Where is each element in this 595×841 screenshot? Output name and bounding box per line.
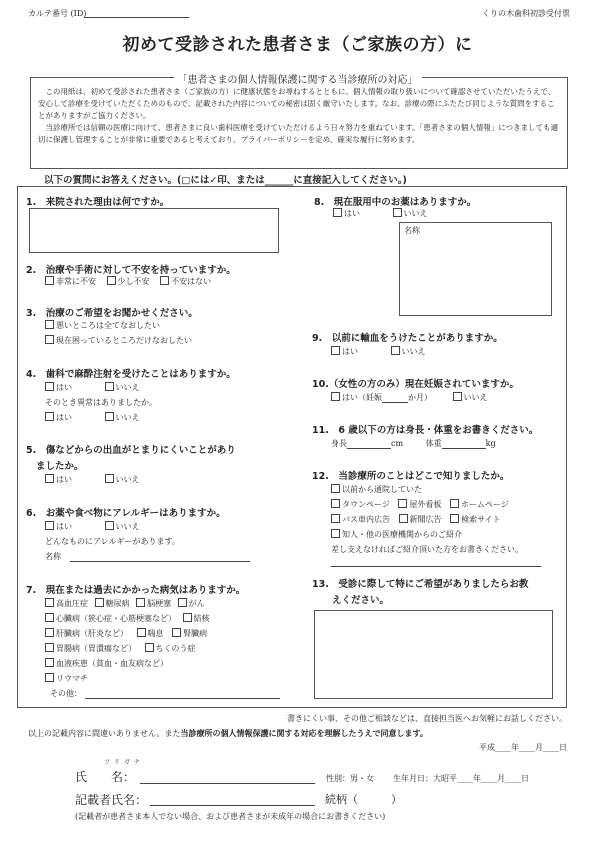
option-label: はい [56,383,72,392]
chart-number-field[interactable] [84,17,189,18]
option-label: がん [188,599,205,608]
q12-option-referral[interactable] [331,529,462,540]
q4-option-yes[interactable] [45,383,72,392]
option-label: いいえ [463,393,488,402]
checkbox[interactable] [398,499,407,508]
q11-weight-label: 体重 [425,439,442,448]
checkbox[interactable] [45,412,54,421]
q7-other-field[interactable] [85,698,280,699]
q8-option-yes[interactable] [333,209,360,218]
option-label: リウマチ [56,674,88,683]
option-label: 胃腸病（胃潰瘍など） [56,644,136,653]
checkbox[interactable] [331,529,340,538]
q6-name-field[interactable] [70,561,250,562]
sex-field[interactable]: 性別：男・女 [326,774,374,783]
option-label: 喘息 [147,629,164,638]
patient-name-field[interactable] [140,783,315,784]
checkbox[interactable] [331,484,340,493]
option-label: 脳梗塞 [147,599,172,608]
confirmation-text [28,728,428,739]
option-label: バス車内広告 [342,515,390,524]
option-label: 非常に不安 [56,277,96,286]
option-label: 高血圧症 [56,599,88,608]
q2-option-very-anxious[interactable] [45,277,96,286]
q7-option-asthma[interactable] [137,629,164,638]
q4-sub-question: そのとき異常はありましたか。 [45,398,157,407]
policy-text [38,86,560,146]
checkbox[interactable] [178,598,187,607]
writer-name-label: 記載者氏名： [75,793,148,807]
option-label: 新聞広告 [409,515,442,524]
checkbox[interactable] [333,208,342,217]
checkbox[interactable] [105,382,114,391]
q12-option-newspaper[interactable] [399,515,442,524]
q8-name-label: 名称 [404,226,420,235]
q11-cm-unit: cm [391,439,404,448]
q1-title: 1. 来院された理由は何ですか。 [26,197,170,208]
q4-sub-option-no[interactable] [105,413,140,422]
q6-options [45,521,140,532]
q7-option-rheumatism[interactable] [45,673,88,684]
q2-option-little-anxious[interactable] [107,277,150,286]
q6-title: 6. お薬や食べ物にアレルギーはありますか。 [26,508,226,519]
q8-option-no[interactable] [393,209,428,218]
checkbox[interactable] [45,382,54,391]
option-label: いいえ [115,383,140,392]
q6-option-no[interactable] [105,522,140,531]
q2-options [45,276,211,287]
checkbox[interactable] [393,208,402,217]
q7-option-hypertension[interactable] [45,599,88,608]
checkbox[interactable] [331,514,340,523]
checkbox[interactable] [331,346,340,355]
option-label: はい [56,522,72,531]
q5-option-yes[interactable] [45,475,72,484]
q2-option-no-anxiety[interactable] [160,277,211,286]
q12-option-homepage[interactable] [450,500,509,509]
clinic-form-name: くりの木歯科初診受付票 [482,9,570,18]
q5-title: 5. 傷などからの出血がとまりにくいことがあり [26,445,236,456]
option-label: はい [56,413,72,422]
q12-option-signboard[interactable] [398,500,441,509]
checkbox[interactable] [45,598,54,607]
q9-options [331,346,426,357]
checkbox[interactable] [450,514,459,523]
q8-options [333,208,428,219]
q7-option-sinusitis[interactable] [145,644,196,653]
q4-title: 4. 歯科で麻酔注射を受けたことはありますか。 [26,369,236,380]
instruction-text: 以下の質問にお答えください。(□には✓印、または______に直接記入してください。) [44,175,407,186]
q12-option-townpage[interactable] [331,500,390,509]
q12-option-bus-ad[interactable] [331,515,390,524]
page-title: 初めて受診された患者さま（ご家族の方）に [122,35,473,55]
q6-name-row [45,551,250,562]
q11-measure-row [331,438,496,449]
q5-option-no[interactable] [105,475,140,484]
q13-answer-box[interactable] [314,610,553,699]
q7-option-stroke[interactable] [136,599,171,608]
checkbox[interactable] [45,658,54,667]
q7-option-blood[interactable] [45,658,168,669]
q3-option-fix-current[interactable] [45,335,192,346]
q7-option-liver[interactable] [45,629,128,638]
q3-option-fix-all[interactable] [45,320,160,331]
option-label: いいえ [115,413,140,422]
option-label: タウンページ [342,500,390,509]
q11-weight-field[interactable] [442,448,486,449]
furigana-label: フ リ ガ ナ [104,759,141,766]
q7-other-label: その他： [50,689,82,698]
q8-title: 8. 現在服用中のお薬はありますか。 [314,197,477,208]
confirmation-text-part1: 以上の記載内容に間違いありません。また [28,729,181,738]
patient-name-label: 氏 名： [75,770,136,784]
option-label: 肝臓病（肝炎など） [56,629,128,638]
q12-row-2 [331,499,509,510]
policy-paragraph-2: 当診療所では信頼の医療に向けて、患者さまに良い歯科医療を受けていただけるよう日々努力を重ねています。「患者さまの個人情報」につきましても適切に保護し管理することが非常に重要であると考えており、プライバーポリシーを定め、確実な履行に努めます。 [38,123,559,144]
checkbox[interactable] [105,412,114,421]
q11-title: 11. 6 歳以下の方は身長・体重をお書きください。 [312,425,539,436]
date-field[interactable]: 平成____年____月____日 [479,743,567,752]
q10-options [331,392,488,403]
q13-title-continued: えください。 [332,595,390,606]
option-label: 糖尿病 [105,599,130,608]
checkbox[interactable] [136,598,145,607]
option-label: はい [344,209,360,218]
relation-field[interactable]: 続柄（ ） [325,793,402,806]
q12-option-search[interactable] [450,515,500,524]
q12-referrer-field[interactable] [331,566,541,567]
q7-row-4 [45,643,196,654]
checkbox[interactable] [95,598,104,607]
checkbox[interactable] [453,392,462,401]
q7-option-stomach[interactable] [45,644,136,653]
option-label: 屋外看板 [409,500,442,509]
q6-option-yes[interactable] [45,522,72,531]
checkbox[interactable] [45,276,54,285]
checkbox[interactable] [105,474,114,483]
checkbox[interactable] [172,628,181,637]
policy-title: 「患者さまの個人情報保護に関する当診療所の対応」 [174,75,422,86]
q4-option-no[interactable] [105,383,140,392]
q3-title: 3. 治療のご希望をお聞かせください。 [26,308,198,319]
option-label: 少し不安 [117,277,150,286]
option-label: 知人・他の医療機関からのご紹介 [342,530,462,539]
option-label: 検索サイト [461,515,501,524]
q13-title: 13. 受診に際して特にご希望がありましたらお教 [312,579,529,590]
checkbox[interactable] [160,276,169,285]
q5-options [45,474,140,485]
q5-title-continued: ましたか。 [36,461,84,472]
q8-medicine-box[interactable] [399,222,552,316]
option-label: 心臓病（狭心症・心筋梗塞など） [56,614,176,623]
q7-option-heart[interactable] [45,614,176,623]
q2-title: 2. 治療や手術に対して不安を持っていますか。 [26,265,236,276]
option-label: か月） [408,393,432,402]
chart-number-label: カルテ番号 (ID) [28,9,87,18]
checkbox[interactable] [45,673,54,682]
confirmation-text-part2: 当診療所の個人情報保護に関する対応を理解したうえで同意します。 [180,729,428,738]
q10-option-no[interactable] [453,393,488,402]
q11-kg-unit: kg [485,439,496,448]
writer-name-field[interactable] [150,805,315,806]
q12-note: 差し支えなければご紹介頂いた方をお書きください。 [331,545,523,554]
q7-option-diabetes[interactable] [95,599,130,608]
policy-paragraph-1: この用紙は、初めて受診された患者さま（ご家族の方）に健康状態をお尋ねするとともに、個人情報の取り扱いについて確認させていただいたうえで、安心して診療を受けていただくためのもので、記載された内容についての秘密は固く厳守いたします。なお、診療の際にふたたび同じような質問をすることがありますがご協力ください。 [38,87,556,120]
option-label: いいえ [403,209,428,218]
option-label: 以前から通院していた [342,485,422,494]
checkbox[interactable] [331,499,340,508]
checkbox[interactable] [45,521,54,530]
q7-row-1 [45,598,205,609]
q9-option-no[interactable] [391,347,426,356]
checkbox[interactable] [183,613,192,622]
q7-option-cancer[interactable] [178,599,205,608]
option-label: 腎臓病 [183,629,208,638]
option-label: 悪いところは全てなおしたい [56,321,160,330]
option-label: はい [342,347,358,356]
checkbox[interactable] [105,521,114,530]
checkbox[interactable] [391,346,400,355]
q6-name-label: 名称 [45,552,61,561]
q10-title: 10.（女性の方のみ）現在妊娠されていますか。 [312,379,519,390]
checkbox[interactable] [45,474,54,483]
q6-sub-question: どんなものにアレルギーがあります。 [45,537,180,546]
q1-answer-box[interactable] [29,208,279,253]
q7-option-tuberculosis[interactable] [183,614,210,623]
q12-title: 12. 当診療所のことはどこで知りましたか。 [312,471,510,482]
option-label: ちくのう症 [155,644,196,653]
option-label: いいえ [115,475,140,484]
q10-option-yes[interactable] [331,393,432,402]
q12-option-previous-patient[interactable] [331,484,422,495]
checkbox[interactable] [45,628,54,637]
option-label: はい [56,475,72,484]
option-label: はい（妊娠 [342,393,382,402]
option-label: 血液疾患（貧血・血友病など） [56,659,168,668]
checkbox[interactable] [107,276,116,285]
checkbox[interactable] [450,499,459,508]
checkbox[interactable] [45,320,54,329]
q7-other-row [50,688,280,699]
option-label: 現在困っているところだけなおしたい [56,336,192,345]
option-label: 結核 [193,614,210,623]
q7-row-2 [45,613,210,624]
consultation-note: 書きにくい事、その他ご相談などは、直接担当医へお気軽にお話しください。 [287,714,567,723]
option-label: 不安はない [171,277,212,286]
q12-row-3 [331,514,501,525]
checkbox[interactable] [45,613,54,622]
q4-sub-option-yes[interactable] [45,413,72,422]
checkbox[interactable] [145,643,154,652]
checkbox[interactable] [331,392,340,401]
q11-height-label: 身長 [331,439,347,448]
option-label: いいえ [401,347,426,356]
q9-title: 9. 以前に輸血をうけたことがありますか。 [312,333,503,344]
q7-row-3 [45,628,207,639]
checkbox[interactable] [137,628,146,637]
birthdate-field[interactable]: 生年月日：大昭平____年____月____日 [393,774,529,783]
q11-height-field[interactable] [347,448,391,449]
q7-title: 7. 現在または過去にかかった病気はありますか。 [26,585,246,596]
checkbox[interactable] [45,643,54,652]
policy-heading [0,68,595,87]
q4-options [45,382,140,393]
checkbox[interactable] [399,514,408,523]
option-label: いいえ [115,522,140,531]
q10-month-field[interactable] [382,402,408,403]
option-label: ホームページ [460,500,509,509]
checkbox[interactable] [45,335,54,344]
q9-option-yes[interactable] [331,347,358,356]
writer-note: (記載者が患者さま本人でない場合、および患者さまが未成年の場合にお書きください) [75,812,386,821]
q7-option-kidney[interactable] [172,629,207,638]
q4-sub-options [45,412,140,423]
